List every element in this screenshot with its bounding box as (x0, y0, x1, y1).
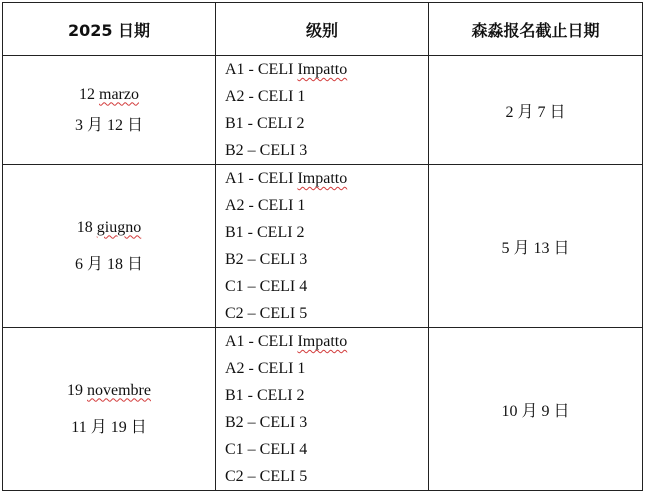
exam-schedule-table (2, 2, 643, 491)
deadline-cell: 5 月 13 日 (429, 165, 643, 328)
header-date: 2025 日期 (3, 3, 216, 56)
spellcheck-underlined-word: novembre (87, 381, 151, 399)
level-item: A2 - CELI 1 (225, 360, 306, 377)
level-item: A2 - CELI 1 (225, 197, 306, 214)
level-item: B2 – CELI 3 (225, 251, 308, 268)
level-item: B1 - CELI 2 (225, 224, 305, 241)
spellcheck-underlined-word: Impatto (297, 61, 348, 78)
levels-cell (216, 328, 429, 491)
level-item: C1 – CELI 4 (225, 278, 308, 295)
exam-date-italian: 19 novembre (67, 381, 151, 399)
level-item: C1 – CELI 4 (225, 441, 308, 458)
level-item: B1 - CELI 2 (225, 387, 305, 404)
deadline-cell: 10 月 9 日 (429, 328, 643, 491)
levels-cell (216, 165, 429, 328)
level-item: A1 - CELI Impatto (225, 170, 348, 187)
level-item: B2 – CELI 3 (225, 142, 308, 159)
table-row (3, 56, 643, 165)
level-item: A1 - CELI Impatto (225, 333, 348, 350)
exam-date-chinese: 6 月 18 日 (74, 255, 143, 273)
header-row (3, 3, 643, 56)
exam-date-cell (3, 165, 216, 328)
level-item: C2 – CELI 5 (225, 305, 308, 322)
spellcheck-underlined-word: giugno (96, 218, 142, 236)
exam-date-chinese: 11 月 19 日 (71, 418, 147, 436)
level-item: A2 - CELI 1 (225, 88, 306, 105)
level-item: C2 – CELI 5 (225, 468, 308, 485)
exam-date-cell (3, 328, 216, 491)
spellcheck-underlined-word: Impatto (297, 170, 348, 187)
table-row (3, 328, 643, 491)
level-item: A1 - CELI Impatto (225, 61, 348, 78)
level-item: B2 – CELI 3 (225, 414, 308, 431)
level-item: B1 - CELI 2 (225, 115, 305, 132)
exam-date-italian: 12 marzo (79, 85, 139, 103)
exam-date-chinese: 3 月 12 日 (74, 116, 143, 134)
header-level: 级别 (216, 3, 429, 56)
spellcheck-underlined-word: Impatto (297, 333, 348, 350)
spellcheck-underlined-word: marzo (99, 85, 139, 103)
header-deadline: 森淼报名截止日期 (429, 3, 643, 56)
table-row (3, 165, 643, 328)
deadline-cell: 2 月 7 日 (429, 56, 643, 165)
exam-date-italian: 18 giugno (76, 218, 142, 236)
exam-date-cell (3, 56, 216, 165)
levels-cell (216, 56, 429, 165)
